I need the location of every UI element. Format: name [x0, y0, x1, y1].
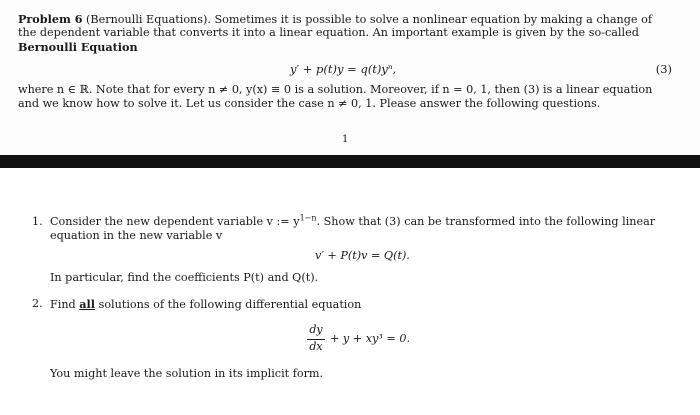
q2-emphasis: all [79, 297, 96, 311]
bernoulli-equation: y′ + p(t)y = q(t)yⁿ, [290, 62, 397, 76]
page-2 [0, 168, 700, 415]
frac-numerator: dy [309, 323, 323, 336]
intro-text-2: the dependent variable that converts it into a linear equation. An important example is given by the so-called [18, 26, 639, 39]
q2-number: 2. [32, 297, 43, 310]
intro-text-1: Sometimes it is possible to solve a nonlinear equation by making a change of [210, 13, 652, 26]
q2-pre: Find [50, 298, 80, 311]
q1-followup: In particular, find the coefficients P(t) and Q(t). [50, 271, 319, 284]
page-1 [0, 0, 700, 155]
q1-exponent: 1−n [299, 213, 317, 223]
q1-number: 1. [32, 215, 43, 228]
where-line-2: and we know how to solve it. Let us consider the case n ≠ 0, 1. Please answer the following questions. [18, 97, 601, 110]
where-line-1: where n ∈ ℝ. Note that for every n ≠ 0, y(x) ≡ 0 is a solution. Moreover, if n = 0, 1, then (3) is a linear equation [18, 83, 653, 96]
problem-subtitle: (Bernoulli Equations). [86, 13, 211, 26]
page-number: 1 [342, 134, 349, 145]
bernoulli-term: Bernoulli Equation [18, 40, 138, 54]
equation-number: (3) [655, 62, 672, 76]
q1-line-2: equation in the new variable v [50, 229, 223, 242]
problem-title: Problem 6 [18, 12, 83, 26]
q1-text-end: . Show that (3) can be transformed into the following linear [316, 215, 656, 228]
q2-note: You might leave the solution in its implicit form. [50, 367, 324, 380]
q2-equation-rest: + y + xy³ = 0. [330, 332, 411, 345]
q1-line-1 [50, 215, 655, 229]
q2-post: solutions of the following differential equation [95, 298, 362, 311]
q2-line [50, 297, 361, 312]
q1-equation: v′ + P(t)v = Q(t). [315, 249, 410, 262]
page-divider [0, 155, 700, 168]
problem-intro [18, 12, 678, 27]
frac-denominator: dx [309, 340, 323, 353]
q1-text: Consider the new dependent variable v := y [50, 215, 300, 228]
